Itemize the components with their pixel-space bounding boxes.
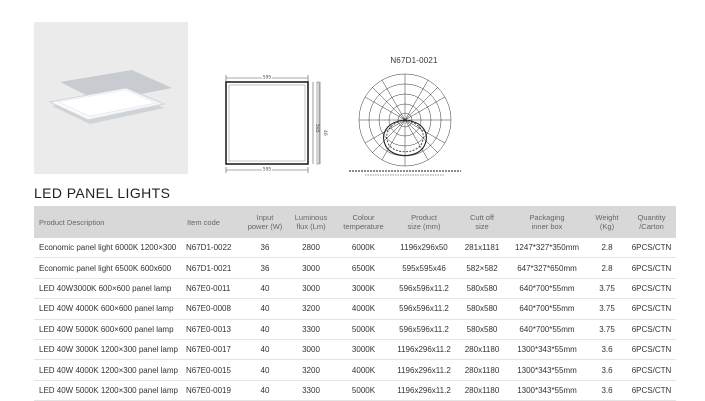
panel-dimension-drawing-icon — [216, 72, 336, 182]
table-cell: 3000 — [286, 278, 336, 298]
column-header: Weight (Kg) — [587, 206, 627, 238]
polar-chart-title: N67D1-0021 — [390, 56, 438, 65]
table-cell: 647*327*650mm — [507, 258, 587, 278]
table-cell: 5000K — [336, 319, 391, 339]
table-cell: 3300 — [286, 319, 336, 339]
column-header: Input power (W) — [244, 206, 286, 238]
table-cell: N67E0-0011 — [182, 278, 244, 298]
table-cell: 40 — [244, 380, 286, 400]
table-cell: 1300*343*55mm — [507, 380, 587, 400]
table-cell: 5000K — [336, 380, 391, 400]
column-header: Product Description — [34, 206, 182, 238]
table-cell: 3200 — [286, 299, 336, 319]
svg-text:595: 595 — [262, 75, 272, 81]
table-cell: LED 40W 4000K 600×600 panel lamp — [34, 299, 182, 319]
table-cell: 6PCS/CTN — [627, 380, 676, 400]
table-cell: 3.75 — [587, 319, 627, 339]
table-cell: 40 — [244, 360, 286, 380]
table-cell: 3.6 — [587, 339, 627, 359]
table-cell: 6PCS/CTN — [627, 238, 676, 258]
table-cell: 280x1180 — [457, 360, 507, 380]
table-cell: 6500K — [336, 258, 391, 278]
table-cell: N67D1-0021 — [182, 258, 244, 278]
svg-text:46: 46 — [322, 130, 327, 136]
table-cell: 2.8 — [587, 238, 627, 258]
table-cell: 1247*327*350mm — [507, 238, 587, 258]
table-cell: 6PCS/CTN — [627, 278, 676, 298]
table-cell: 3000K — [336, 339, 391, 359]
table-cell: N67E0-0017 — [182, 339, 244, 359]
table-cell: N67E0-0013 — [182, 319, 244, 339]
table-cell: N67E0-0008 — [182, 299, 244, 319]
table-header-row — [34, 206, 676, 238]
column-header: Colour temperature — [336, 206, 391, 238]
table-cell: 280x1180 — [457, 380, 507, 400]
table-cell: 3.6 — [587, 380, 627, 400]
table-row — [34, 360, 676, 380]
table-cell: LED 40W 4000K 1200×300 panel lamp — [34, 360, 182, 380]
table-cell: LED 40W 5000K 1200×300 panel lamp — [34, 380, 182, 400]
table-cell: 3.75 — [587, 299, 627, 319]
table-cell: 6PCS/CTN — [627, 299, 676, 319]
table-cell: 3200 — [286, 360, 336, 380]
table-cell: 1196x296x50 — [391, 238, 457, 258]
table-cell: 1196x296x11.2 — [391, 360, 457, 380]
table-cell: 280x1180 — [457, 339, 507, 359]
table-cell: 1300*343*55mm — [507, 339, 587, 359]
table-row — [34, 238, 676, 258]
led-panel-photo — [34, 22, 188, 174]
table-cell: 640*700*55mm — [507, 299, 587, 319]
column-header: Luminous flux (Lm) — [286, 206, 336, 238]
table-cell: 3300 — [286, 380, 336, 400]
table-cell: 36 — [244, 238, 286, 258]
table-cell: 6000K — [336, 238, 391, 258]
table-cell: 1196x296x11.2 — [391, 380, 457, 400]
table-cell: 580x580 — [457, 319, 507, 339]
table-row — [34, 380, 676, 400]
table-cell: 3.75 — [587, 278, 627, 298]
table-cell: 582×582 — [457, 258, 507, 278]
table-cell: 596x596x11.2 — [391, 299, 457, 319]
table-cell: 580x580 — [457, 278, 507, 298]
table-cell: 2800 — [286, 238, 336, 258]
table-cell: 6PCS/CTN — [627, 258, 676, 278]
table-cell: 3000K — [336, 278, 391, 298]
table-cell: 1300*343*55mm — [507, 360, 587, 380]
table-cell: 3000 — [286, 258, 336, 278]
table-cell: LED 40W3000K 600×600 panel lamp — [34, 278, 182, 298]
table-cell: 596x596x11.2 — [391, 319, 457, 339]
product-photo — [34, 22, 188, 174]
table-cell: N67D1-0022 — [182, 238, 244, 258]
table-cell: 6PCS/CTN — [627, 360, 676, 380]
table-cell: 596x596x11.2 — [391, 278, 457, 298]
table-cell: 6PCS/CTN — [627, 319, 676, 339]
table-cell: 640*700*55mm — [507, 319, 587, 339]
table-row — [34, 319, 676, 339]
svg-text:595: 595 — [262, 167, 272, 173]
table-cell: 4000K — [336, 299, 391, 319]
spec-table — [34, 206, 676, 401]
table-cell: Economic panel light 6500K 600x600 — [34, 258, 182, 278]
table-cell: 2.8 — [587, 258, 627, 278]
table-cell: 580x580 — [457, 299, 507, 319]
column-header: Product size (mm) — [391, 206, 457, 238]
table-row — [34, 299, 676, 319]
table-cell: 1196x296x11.2 — [391, 339, 457, 359]
table-cell: Economic panel light 6000K 1200×300 — [34, 238, 182, 258]
table-cell: 3000 — [286, 339, 336, 359]
table-cell: 40 — [244, 299, 286, 319]
table-cell: 40 — [244, 319, 286, 339]
table-cell: 4000K — [336, 360, 391, 380]
section-title: LED PANEL LIGHTS — [34, 185, 171, 201]
table-cell: LED 40W 5000K 600×600 panel lamp — [34, 319, 182, 339]
table-cell: 640*700*55mm — [507, 278, 587, 298]
table-row — [34, 258, 676, 278]
light-distribution-polar-icon — [345, 68, 465, 180]
table-cell: 281x1181 — [457, 238, 507, 258]
table-row — [34, 339, 676, 359]
table-cell: LED 40W 3000K 1200×300 panel lamp — [34, 339, 182, 359]
table-cell: 6PCS/CTN — [627, 339, 676, 359]
column-header: Cutt off size — [457, 206, 507, 238]
svg-text:595: 595 — [314, 124, 319, 133]
table-row — [34, 278, 676, 298]
table-cell: 3.6 — [587, 360, 627, 380]
column-header: Packaging inner box — [507, 206, 587, 238]
table-cell: 40 — [244, 278, 286, 298]
table-cell: 40 — [244, 339, 286, 359]
column-header: Quantity /Carton — [627, 206, 676, 238]
column-header: Item code — [182, 206, 244, 238]
table-cell: N67E0-0019 — [182, 380, 244, 400]
table-cell: 36 — [244, 258, 286, 278]
table-cell: 595x595x46 — [391, 258, 457, 278]
table-cell: N67E0-0015 — [182, 360, 244, 380]
